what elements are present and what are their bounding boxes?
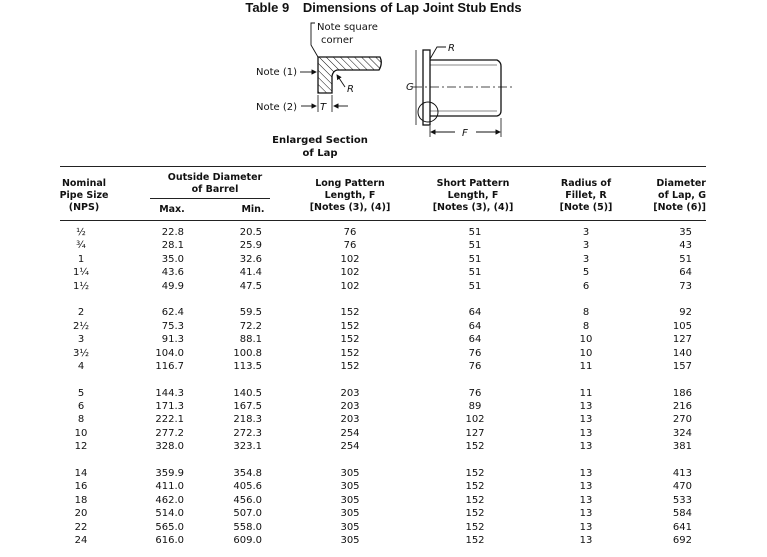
diameter-cell: 105 [672, 320, 692, 332]
long-pattern-cell: 76 [343, 227, 357, 238]
short-pattern-cell: 152 [465, 481, 485, 493]
caption-line2: of Lap [302, 148, 338, 159]
od-max-cell: 565.0 [155, 521, 184, 533]
long-pattern-cell: 102 [340, 253, 360, 265]
od-min-cell: 140.5 [233, 387, 262, 399]
long-pattern-cell: 305 [340, 481, 360, 493]
table-header-rule [60, 220, 706, 221]
radius-cell: 8 [582, 320, 590, 332]
short-pattern-cell: 76 [468, 387, 482, 399]
diameter-cell: 51 [679, 253, 692, 265]
od-max-cell: 62.4 [161, 307, 184, 319]
od-min-cell: 88.1 [239, 334, 262, 346]
nps-cell: 2½ [72, 320, 90, 332]
short-pattern-cell: 64 [468, 307, 482, 319]
short-pattern-cell: 51 [468, 253, 482, 265]
group-spacer [218, 373, 262, 386]
diameter-cell: 157 [672, 360, 692, 372]
long-pattern-cell: 152 [340, 320, 360, 332]
radius-cell: 13 [579, 481, 593, 493]
group-spacer [330, 454, 370, 467]
nps-cell: 1 [77, 253, 85, 265]
group-spacer [455, 293, 495, 306]
od-max-cell: 43.6 [161, 267, 184, 279]
nps-cell: 12 [74, 441, 88, 453]
diameter-cell: 64 [679, 267, 692, 279]
nps-cell: 20 [74, 508, 88, 520]
table-title-text: Dimensions of Lap Joint Stub Ends [302, 0, 522, 15]
group-spacer [455, 454, 495, 467]
group-spacer [571, 454, 601, 467]
short-pattern-cell: 102 [465, 414, 485, 426]
table-top-rule [60, 166, 706, 167]
radius-cell: 13 [579, 414, 593, 426]
short-pattern-cell: 51 [468, 280, 482, 292]
diameter-cell: 35 [679, 227, 692, 238]
od-max-cell: 359.9 [155, 468, 184, 480]
radius-cell: 13 [579, 521, 593, 533]
header-radius: Radius of Fillet, R [Note (5)] [559, 178, 613, 213]
radius-cell: 10 [579, 334, 593, 346]
note-2-label: Note (2) [256, 102, 298, 113]
diameter-cell: 641 [672, 521, 692, 533]
long-pattern-cell: 102 [340, 280, 360, 292]
long-pattern-cell: 305 [340, 534, 360, 546]
short-pattern-cell: 152 [465, 508, 485, 520]
group-spacer [140, 293, 184, 306]
note-1-label: Note (1) [256, 67, 298, 78]
group-spacer [660, 373, 692, 386]
diameter-cell: 127 [672, 334, 692, 346]
long-pattern-cell: 152 [340, 307, 360, 319]
header-od-group: Outside Diameter of Barrel [167, 172, 263, 195]
od-min-cell: 456.0 [233, 494, 262, 506]
g-label: G [406, 82, 414, 93]
od-max-cell: 104.0 [155, 347, 184, 359]
od-min-cell: 323.1 [233, 441, 262, 453]
long-pattern-cell: 203 [340, 401, 360, 413]
diameter-cell: 584 [672, 508, 692, 520]
od-min-cell: 59.5 [239, 307, 262, 319]
od-max-cell: 328.0 [155, 441, 184, 453]
radius-cell: 6 [582, 280, 590, 292]
group-spacer [140, 373, 184, 386]
short-pattern-cell: 51 [468, 240, 482, 252]
nps-cell: 1½ [72, 280, 90, 292]
od-min-cell: 47.5 [239, 280, 262, 292]
long-pattern-cell: 305 [340, 468, 360, 480]
radius-cell: 13 [579, 534, 593, 546]
od-min-cell: 32.6 [239, 253, 262, 265]
diameter-cell: 381 [672, 441, 692, 453]
radius-cell: 13 [579, 441, 593, 453]
od-min-cell: 218.3 [233, 414, 262, 426]
diameter-cell: 324 [672, 427, 692, 439]
header-short-pattern: Short Pattern Length, F [Notes (3), (4)] [432, 178, 514, 213]
long-pattern-cell: 152 [340, 334, 360, 346]
radius-cell: 13 [579, 468, 593, 480]
nps-cell: 3½ [72, 347, 90, 359]
nps-cell: 22 [74, 521, 88, 533]
nps-cell: 4 [77, 360, 85, 372]
group-spacer [66, 293, 96, 306]
od-max-cell: 411.0 [155, 481, 184, 493]
od-max-cell: 116.7 [155, 360, 184, 372]
nps-cell: 5 [77, 387, 85, 399]
radius-cell: 5 [582, 267, 590, 279]
elevation-r-label: R [448, 43, 455, 54]
stub-end-elevation [406, 43, 515, 139]
od-min-cell: 405.6 [233, 481, 262, 493]
caption-line1: Enlarged Section [272, 135, 368, 146]
od-max-cell: 171.3 [155, 401, 184, 413]
od-min-cell: 507.0 [233, 508, 262, 520]
figure-caption [260, 134, 380, 160]
f-label: F [462, 128, 468, 139]
od-max-cell: 49.9 [161, 280, 184, 292]
group-spacer [66, 373, 96, 386]
radius-cell: 11 [579, 360, 593, 372]
radius-cell: 3 [582, 240, 590, 252]
od-min-cell: 100.8 [233, 347, 262, 359]
long-pattern-cell: 203 [340, 387, 360, 399]
short-pattern-cell: 76 [468, 360, 482, 372]
diameter-cell: 216 [672, 401, 692, 413]
long-pattern-cell: 203 [340, 414, 360, 426]
column-od-min [218, 226, 262, 547]
long-pattern-cell: 305 [340, 494, 360, 506]
enlarged-section-drawing [256, 22, 381, 113]
od-min-cell: 41.4 [239, 267, 262, 279]
radius-cell: 8 [582, 307, 590, 319]
header-nps: Nominal Pipe Size (NPS) [59, 178, 109, 213]
diameter-cell: 413 [672, 468, 692, 480]
diameter-cell: 140 [672, 347, 692, 359]
column-nps [66, 226, 96, 547]
nps-cell: 2 [77, 307, 85, 319]
t-label: T [320, 102, 327, 113]
radius-cell: 3 [582, 253, 590, 265]
short-pattern-cell: 127 [465, 427, 485, 439]
od-max-cell: 277.2 [155, 427, 184, 439]
od-max-cell: 35.0 [161, 253, 184, 265]
od-min-cell: 113.5 [233, 360, 262, 372]
radius-cell: 13 [579, 508, 593, 520]
long-pattern-cell: 305 [340, 508, 360, 520]
short-pattern-cell: 89 [468, 401, 482, 413]
group-spacer [660, 454, 692, 467]
group-spacer [66, 454, 96, 467]
short-pattern-cell: 51 [468, 227, 482, 238]
short-pattern-cell: 152 [465, 441, 485, 453]
short-pattern-cell: 51 [468, 267, 482, 279]
column-diameter [660, 226, 692, 547]
radius-cell: 13 [579, 494, 593, 506]
header-diameter: Diameter of Lap, G [Note (6)] [653, 178, 706, 213]
diameter-cell: 73 [679, 280, 692, 292]
nps-cell: 6 [77, 401, 85, 413]
short-pattern-cell: 152 [465, 521, 485, 533]
od-max-cell: 222.1 [155, 414, 184, 426]
group-spacer [218, 454, 262, 467]
od-max-cell: 616.0 [155, 534, 184, 546]
section-r-label: R [347, 84, 354, 95]
od-max-cell: 28.1 [161, 240, 184, 252]
radius-cell: 13 [579, 401, 593, 413]
short-pattern-cell: 76 [468, 347, 482, 359]
column-radius [571, 226, 601, 547]
nps-cell: 8 [77, 414, 85, 426]
diameter-cell: 533 [672, 494, 692, 506]
short-pattern-cell: 152 [465, 494, 485, 506]
od-min-cell: 167.5 [233, 401, 262, 413]
od-max-cell: 514.0 [155, 508, 184, 520]
nps-cell: 24 [74, 534, 88, 546]
od-min-cell: 272.3 [233, 427, 262, 439]
od-group-rule [150, 198, 270, 199]
long-pattern-cell: 254 [340, 427, 360, 439]
note-square-corner-line2: corner [321, 35, 354, 46]
group-spacer [330, 293, 370, 306]
group-spacer [571, 293, 601, 306]
long-pattern-cell: 254 [340, 441, 360, 453]
nps-cell: 14 [74, 468, 88, 480]
nps-cell: 3 [77, 334, 85, 346]
group-spacer [455, 373, 495, 386]
od-max-cell: 22.8 [161, 227, 184, 238]
short-pattern-cell: 152 [465, 468, 485, 480]
od-min-cell: 25.9 [239, 240, 262, 252]
table-number: Table 9 [245, 0, 290, 15]
long-pattern-cell: 305 [340, 521, 360, 533]
diameter-cell: 43 [679, 240, 692, 252]
short-pattern-cell: 64 [468, 334, 482, 346]
diameter-cell: 92 [679, 307, 692, 319]
long-pattern-cell: 152 [340, 347, 360, 359]
od-max-cell: 91.3 [161, 334, 184, 346]
diameter-cell: 692 [672, 534, 692, 546]
column-short-pattern [455, 226, 495, 547]
diameter-cell: 186 [672, 387, 692, 399]
long-pattern-cell: 102 [340, 267, 360, 279]
stub-end-figure [0, 0, 767, 160]
header-od-max: Max. [159, 204, 185, 215]
nps-cell: 1¼ [72, 267, 90, 279]
radius-cell: 10 [579, 347, 593, 359]
od-min-cell: 609.0 [233, 534, 262, 546]
long-pattern-cell: 76 [343, 240, 357, 252]
nps-cell: ½ [76, 227, 86, 238]
group-spacer [571, 373, 601, 386]
group-spacer [218, 293, 262, 306]
group-spacer [140, 454, 184, 467]
long-pattern-cell: 152 [340, 360, 360, 372]
od-max-cell: 144.3 [155, 387, 184, 399]
radius-cell: 3 [582, 227, 590, 238]
header-long-pattern: Long Pattern Length, F [Notes (3), (4)] [309, 178, 391, 213]
od-min-cell: 558.0 [233, 521, 262, 533]
radius-cell: 11 [579, 387, 593, 399]
short-pattern-cell: 152 [465, 534, 485, 546]
note-square-corner-line1: Note square [317, 22, 378, 33]
column-od-max [140, 226, 184, 547]
diameter-cell: 470 [672, 481, 692, 493]
group-spacer [660, 293, 692, 306]
nps-cell: 16 [74, 481, 88, 493]
nps-cell: 18 [74, 494, 88, 506]
od-min-cell: 72.2 [239, 320, 262, 332]
od-min-cell: 354.8 [233, 468, 262, 480]
radius-cell: 13 [579, 427, 593, 439]
header-od-min: Min. [241, 204, 265, 215]
nps-cell: ¾ [76, 240, 86, 252]
column-long-pattern [330, 226, 370, 547]
diameter-cell: 270 [672, 414, 692, 426]
od-max-cell: 462.0 [155, 494, 184, 506]
group-spacer [330, 373, 370, 386]
short-pattern-cell: 64 [468, 320, 482, 332]
od-min-cell: 20.5 [239, 227, 262, 238]
od-max-cell: 75.3 [161, 320, 184, 332]
nps-cell: 10 [74, 427, 88, 439]
